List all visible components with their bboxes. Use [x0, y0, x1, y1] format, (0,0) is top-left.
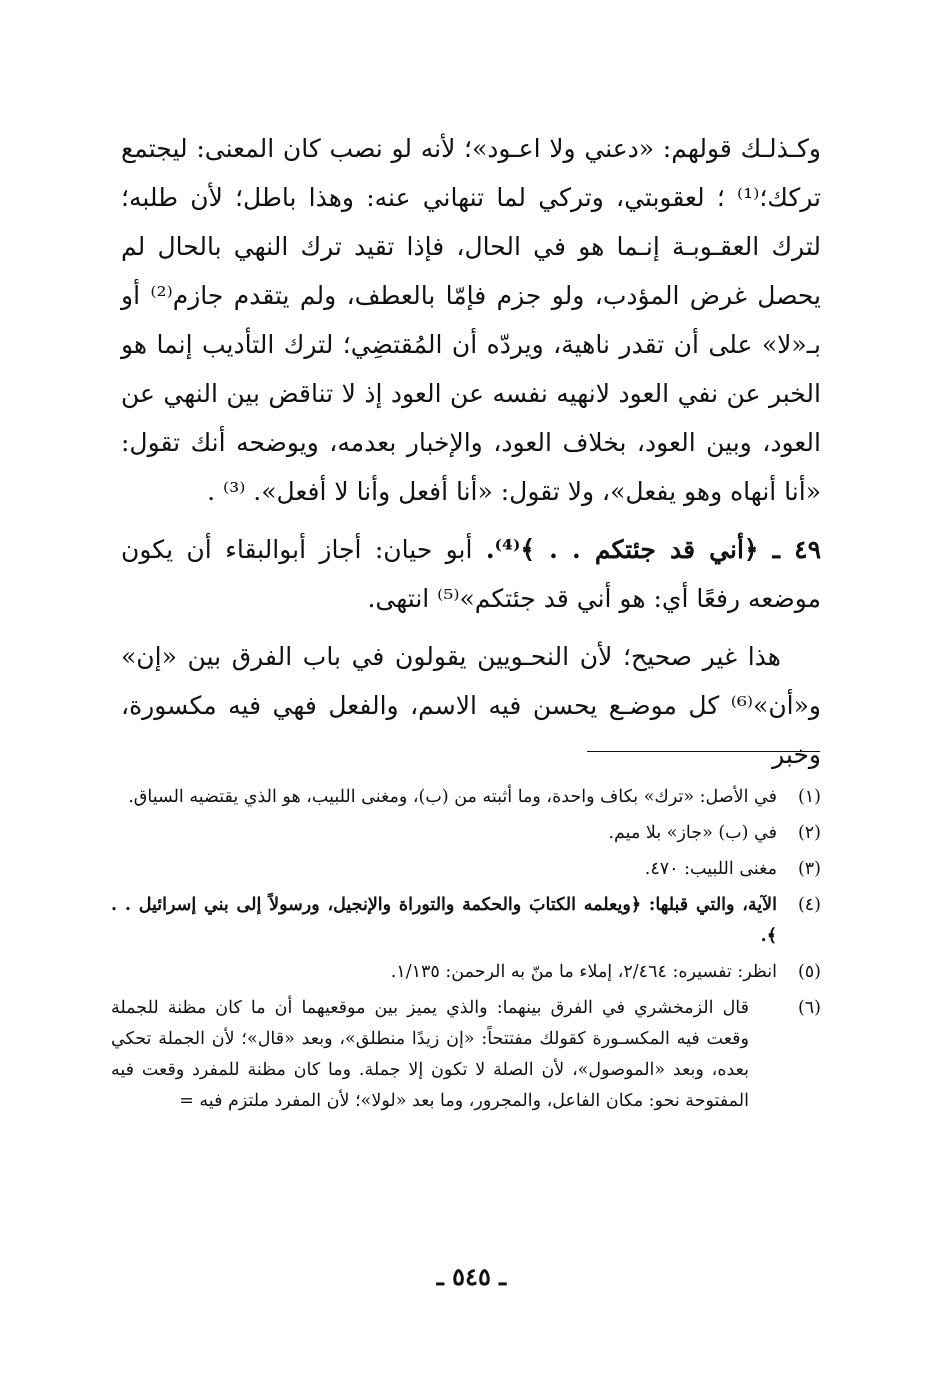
main-text: [121, 124, 821, 779]
footnote-4: [111, 890, 821, 952]
paragraph-2: [121, 525, 821, 623]
paragraph-3: هذا غير صحيح؛ لأن النحـويين يقولون في باب الفرق بين «إن» و«أن»⁽⁶⁾ كل موضـع يحسن فيه الاسم، والفعل فهي فيه مكسورة، وخبر: [121, 642, 821, 769]
footnotes: [111, 782, 821, 1122]
verse-entry-49: ٤٩ ـ ﴿أني قد جئتكم . . ﴾⁽⁴⁾.: [485, 535, 821, 564]
footnote-number: (٤): [797, 895, 821, 915]
footnote-2: [111, 818, 821, 849]
page-number: ـ ٥٤٥ ـ: [436, 1262, 507, 1291]
footnote-text: انظر: تفسيره: ٢/٤٦٤، إملاء ما منّ به الرحمن: ١/١٣٥.: [390, 962, 777, 982]
footnote-text: قال الزمخشري في الفرق بينهما: والذي يميز بين موقعيهما أن ما كان مظنة للجملة وقعت فيه المكسـورة كقولك مفتتحاً: «إن زيدًا منطلق»، وبعد «قال»؛ لأن الجملة تحكي بعده، وبعد «الموصول»، لأن الصلة لا تكون إلا جملة. وما كان مظنة للمفرد وقعت فيه المفتوحة نحو: مكان الفاعل، والمجرور، وما بعد «لولا»؛ لأن المفرد ملتزم فيه =: [111, 998, 749, 1111]
footnote-6: [111, 993, 821, 1117]
paragraph-2-text: أبو حيان: أجاز أبوالبقاء أن يكون موضعه رفعًا أي: هو أني قد جئتكم»⁽⁵⁾ انتهى.: [121, 535, 821, 613]
footnote-number: (٦): [797, 998, 821, 1018]
footnote-number: (٥): [797, 962, 821, 982]
paragraph-1: وكـذلـك قولهم: «دعني ولا اعـود»؛ لأنه لو نصب كان المعنى: ليجتمع تركك؛⁽¹⁾ ؛ لعقوبتي، وتركي لما تنهاني عنه: وهذا باطل؛ لأن طلبه؛ لترك العقـوبـة إنـما هو في الحال، فإذا تقيد ترك النهي بالحال لم يحصل غرض المؤدب، ولو جزم فإمّا بالعطف، ولم يتقدم جازم⁽²⁾ أو بـ«لا» على أن تقدر ناهية، ويردّه أن المُقتضِي؛ لترك التأديب إنما هو الخبر عن نفي العود لانهيه نفسه عن العود إذ لا تناقض بين النهي عن العود، وبين العود، بخلاف العود، والإخبار بعدمه، ويوضحه أنك تقول: «أنا أنهاه وهو يفعل»، ولا تقول: «أنا أفعل وأنا لا أفعل». ⁽³⁾ .: [121, 134, 821, 506]
footnote-number: (٣): [797, 859, 821, 879]
footnote-text: في (ب) «جاز» بلا ميم.: [608, 823, 777, 843]
footnote-3: [111, 854, 821, 885]
footnote-5: [111, 957, 821, 988]
footnote-text: في الأصل: «ترك» بكاف واحدة، وما أثبته من (ب)، ومغنى اللبيب، هو الذي يقتضيه السياق.: [128, 787, 777, 807]
footnote-text: مغنى اللبيب: ٤٧٠.: [644, 859, 777, 879]
footnote-1: [111, 782, 821, 813]
footnote-separator: [587, 751, 820, 752]
footnote-number: (١): [797, 787, 821, 807]
footnote-text: الآية، والتي قبلها: ﴿ويعلمه الكتابَ والحكمة والتوراة والإنجيل، ورسولاً إلى بني إسرائيل . . ﴾.: [111, 895, 777, 946]
footnote-number: (٢): [797, 823, 821, 843]
